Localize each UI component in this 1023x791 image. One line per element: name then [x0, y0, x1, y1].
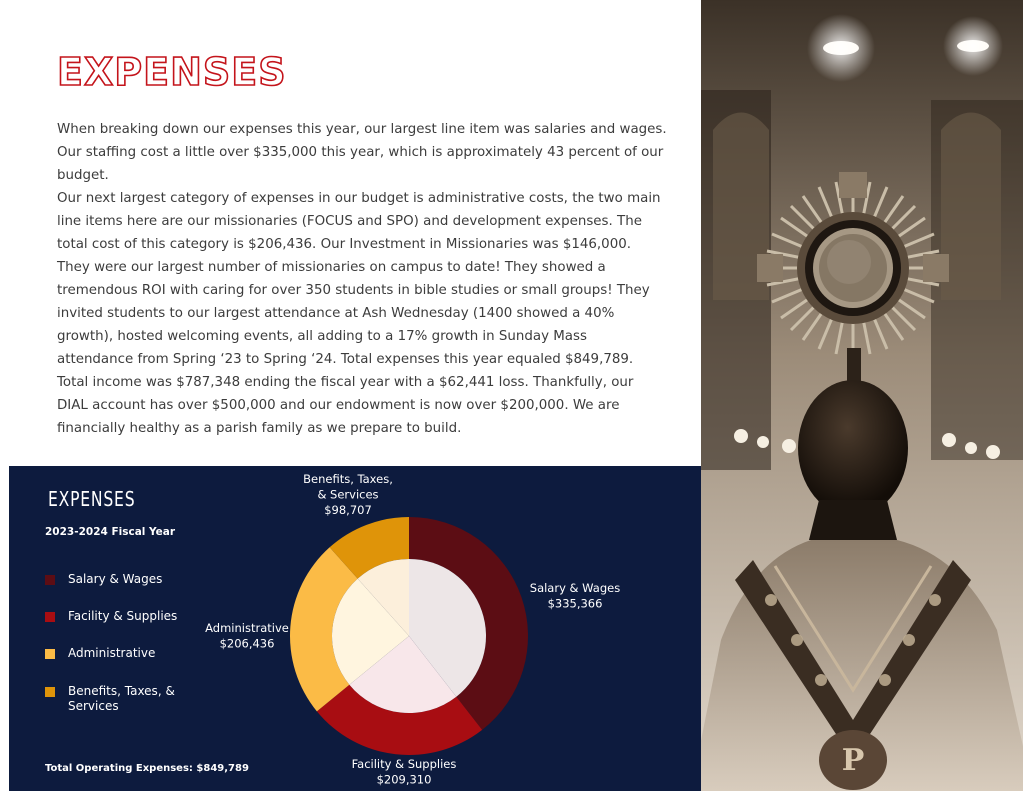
legend-label: Benefits, Taxes, & Services [68, 684, 175, 713]
slice-label-salary-wages: Salary & Wages $335,366 [529, 581, 621, 611]
svg-text:P: P [841, 743, 865, 778]
slice-label-benefits-taxes-services: Benefits, Taxes, & Services $98,707 [303, 472, 393, 517]
legend-label: Administrative [68, 646, 156, 660]
chart-subtitle: 2023-2024 Fiscal Year [45, 526, 176, 538]
page-title: EXPENSES [57, 50, 287, 94]
body-paragraph: When breaking down our expenses this year, our largest line item was salaries and wages. Our staffing cost a little over $335,000 this year, which is approximately 43 percent of our budget. [57, 122, 667, 183]
slice-label-administrative: Administrative $206,436 [205, 621, 289, 651]
total-operating-expenses: Total Operating Expenses: $849,789 [45, 763, 249, 774]
body-paragraph: Our next largest category of expenses in our budget is administrative costs, the two main line items here are our missionaries (FOCUS and SPO) and development expenses. The total cost of this category is $206,436. Our Investment in Missionaries was $146,000. They were our largest number of missionaries on campus to date! They showed a tremendous ROI with caring for over 350 students in bible studies or small groups! They invited students to our largest attendance at Ash Wednesday (1400 showed a 40% growth), hosted welcoming events, all adding to a 17% growth in Sunday Mass attendance from Spring ‘23 to Spring ‘24. Total expenses this year equaled $849,789. Total income was $787,348 ending the fiscal year with a $62,441 loss. Thankfully, our DIAL account has over $500,000 and our endowment is now over $200,000. We are financially healthy as a parish family as we prepare to build. [57, 191, 661, 436]
slice-label-facility-supplies: Facility & Supplies $209,310 [351, 757, 457, 787]
chart-title: EXPENSES [48, 487, 136, 511]
legend-label: Salary & Wages [68, 572, 163, 586]
legend-label: Facility & Supplies [68, 609, 178, 623]
